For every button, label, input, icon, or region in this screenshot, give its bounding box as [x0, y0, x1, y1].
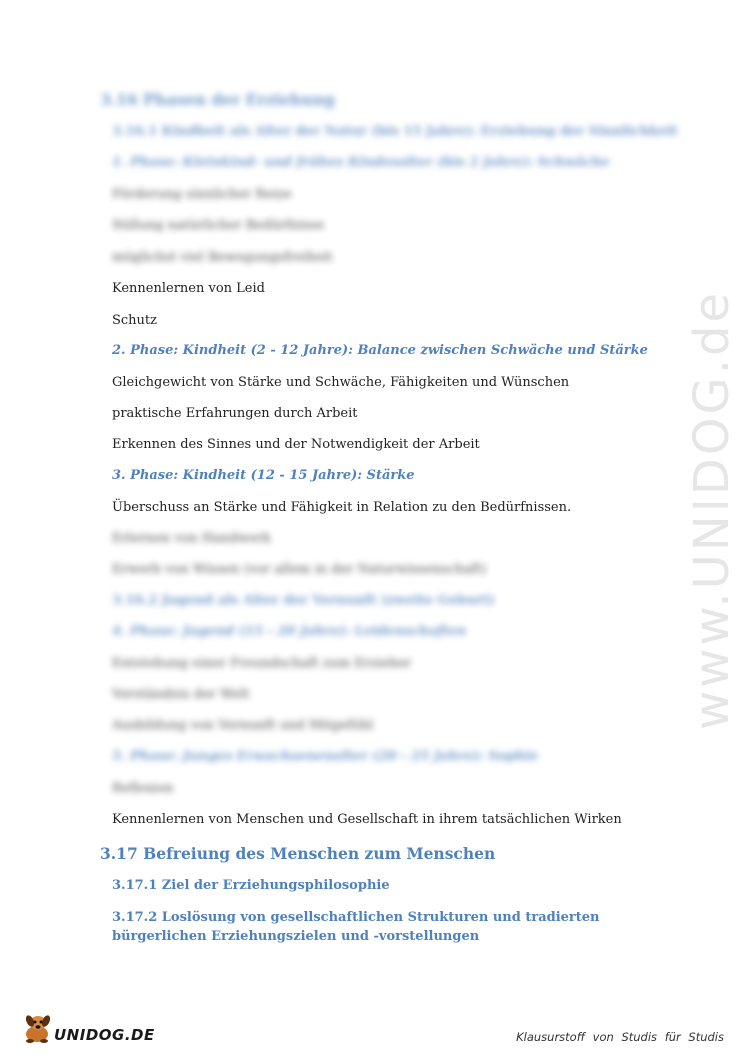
phase-2-heading: 2. Phase: Kindheit (2 - 12 Jahre): Balance zwischen Schwäche und Stärke [112, 343, 648, 358]
phase-1-heading: 1. Phase: Kleinkind- und frühes Kindesalter (bis 2 Jahre): Schwäche [112, 155, 610, 170]
heading-3-16-2: 3.16.2 Jugend als Alter der Vernunft (zweite Geburt) [112, 593, 495, 608]
body-line: Gleichgewicht von Stärke und Schwäche, Fähigkeiten und Wünschen [112, 375, 570, 390]
phase-3-heading: 3. Phase: Kindheit (12 - 15 Jahre): Stärke [112, 468, 415, 483]
body-line: praktische Erfahrungen durch Arbeit [112, 406, 358, 421]
phase-4-heading: 4. Phase: Jugend (15 - 20 Jahre): Leidenschaften [112, 624, 467, 639]
body-line: Stillung natürlicher Bedürfnisse [112, 218, 325, 233]
body-line: Entstehung einer Freundschaft zum Erzieher [112, 656, 412, 671]
body-line: Ausbildung von Vernunft und Mitgefühl [112, 718, 374, 733]
body-line: Schutz [112, 313, 158, 328]
body-line: Kennenlernen von Leid [112, 281, 265, 296]
heading-3-17-1: 3.17.1 Ziel der Erziehungsphilosophie [112, 878, 390, 893]
body-line: Überschuss an Stärke und Fähigkeit in Relation zu den Bedürfnissen. [112, 500, 572, 515]
body-line: Erlernen von Handwerk [112, 531, 271, 546]
footer-tagline: Klausurstoff von Studis für Studis [516, 1030, 724, 1044]
body-line: möglichst viel Bewegungsfreiheit [112, 250, 333, 265]
logo-text: UNIDOG.DE [54, 1026, 155, 1044]
dog-icon [22, 1012, 52, 1048]
body-line: Reflexion [112, 781, 174, 796]
heading-3-16-1: 3.16.1 Kindheit als Alter der Natur (bis 15 Jahre): Erziehung der Sinnlichkeit [112, 124, 678, 139]
phase-5-heading: 5. Phase: Junges Erwachsenenalter (20 - 25 Jahre): Sophie [112, 749, 539, 764]
heading-3-17-2: 3.17.2 Loslösung von gesellschaftlichen Strukturen und tradierten bürgerlichen Erziehungszielen und -vorstellungen [112, 910, 600, 944]
body-line: Verständnis der Welt [112, 687, 250, 702]
heading-3-16: 3.16 Phasen der Erziehung [100, 90, 335, 109]
body-line: Erkennen des Sinnes und der Notwendigkeit der Arbeit [112, 437, 480, 452]
watermark: www.UNIDOG.de [684, 289, 740, 731]
body-line: Kennenlernen von Menschen und Gesellschaft in ihrem tatsächlichen Wirken [112, 812, 622, 827]
unidog-logo[interactable] [22, 1012, 155, 1048]
body-line: Förderung sinnlicher Reize [112, 187, 292, 202]
body-line: Erwerb von Wissen (vor allem in der Naturwissenschaft) [112, 562, 487, 577]
heading-3-17: 3.17 Befreiung des Menschen zum Menschen [100, 844, 496, 863]
